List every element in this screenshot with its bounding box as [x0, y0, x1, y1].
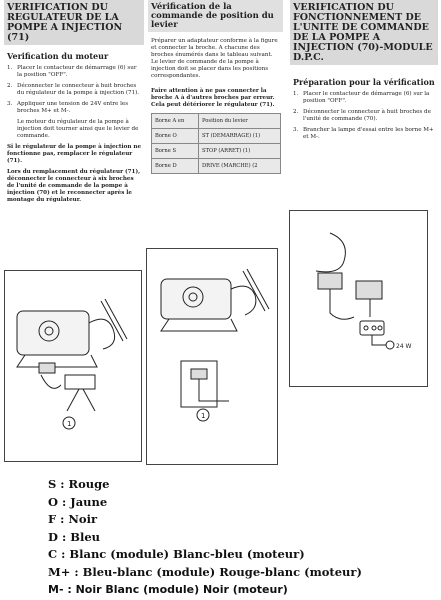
callout-label: 1 — [67, 420, 72, 428]
lamp-label: 24 W — [396, 343, 412, 350]
legend-item: D : Bleu — [48, 529, 100, 544]
replace-note: Si le régulateur de la pompe à injection ne fonctionne pas, remplacer le régulateur (71). — [7, 144, 142, 164]
table-row: Borne D DRIVE (MARCHE) (2 — [152, 159, 281, 174]
lever-position-illustration — [147, 249, 277, 464]
module-lamp-diagram — [289, 210, 428, 387]
step-item: 2. Déconnecter le connecteur à huit broches du régulateur de la pompe à injection (71). — [7, 83, 140, 96]
table-row: Borne S STOP (ARRET) (1) — [152, 144, 281, 159]
table-row: Borne A en Position du levier — [152, 114, 281, 129]
lever-para: Préparer un adaptateur conforme à la figure et connecter la broche. A chacune des broches énumérés dans le tableau suivant. Le levier de commande de la pompe à injection doit se placer dans les positions correspondantes. — [151, 38, 278, 79]
legend-item: M- : Noir Blanc (module) Noir (moteur) — [48, 583, 288, 596]
callout-label: 1 — [201, 412, 206, 420]
lever-title: Vérification de la commande de position du levier — [148, 0, 283, 32]
step-item: 3. Brancher la lampe d'essai entre les borne M+ et M-. — [293, 127, 434, 140]
column-module-check — [290, 0, 438, 145]
module-lamp-illustration — [290, 211, 427, 386]
legend-item: S : Rouge — [48, 477, 110, 491]
step-item: 1. Placer le contacteur de démarrage (6) sur la position "OFF". — [293, 91, 430, 104]
step-item: 3. Appliquer une tension de 24V entre les broches M+ et M-. — [7, 101, 129, 114]
regulator-motor-diagram — [4, 270, 142, 462]
table-row: Borne O ST (DEMARRAGE) (1) — [152, 129, 281, 144]
wire-color-legend — [48, 476, 378, 599]
module-title: VERIFICATION DU FONCTIONNEMENT DE L'UNITE DE COMMANDE DE LA POMPE A INJECTION (70)-MODULE D.P.C. — [290, 0, 438, 65]
legend-item: C : Blanc (module) Blanc-bleu (moteur) — [48, 547, 305, 561]
column-lever-check — [148, 0, 283, 174]
prep-steps — [290, 91, 438, 141]
regulator-motor-illustration — [5, 271, 141, 461]
reconnect-note: Lors du remplacement du régulateur (71), déconnecter le connecteur à six broches de l'unité de commande de la pompe à injection (70) et le reconnecter après le montage du régulateur. — [7, 169, 141, 203]
lever-position-diagram — [146, 248, 278, 465]
motor-steps — [4, 65, 144, 115]
legend-item: F : Noir — [48, 512, 98, 526]
column-regulator-check — [4, 0, 144, 208]
motor-para: Le moteur du régulateur de la pompe à injection doit tourner ainsi que le levier de commande. — [17, 119, 139, 139]
lever-warning: Faire attention à ne pas connecter la broche A à d'autres broches par erreur. Cela peut détériorer le régulateur (71). — [151, 88, 275, 108]
prep-heading: Préparation pour la vérification — [293, 77, 435, 87]
step-item: 1. Placer le contacteur de démarrage (6) sur la position "OFF". — [7, 65, 137, 78]
legend-item: O : Jaune — [48, 494, 108, 509]
position-table — [151, 113, 281, 174]
legend-item: M+ : Bleu-blanc (module) Rouge-blanc (moteur) — [48, 564, 362, 579]
step-item: 2. Déconnecter le connecteur à huit broches de l'unité de commande (70). — [293, 109, 431, 122]
regulator-title: VERIFICATION DU REGULATEUR DE LA POMPE A INJECTION (71) — [4, 0, 144, 45]
motor-check-heading: Verification du moteur — [7, 51, 109, 61]
